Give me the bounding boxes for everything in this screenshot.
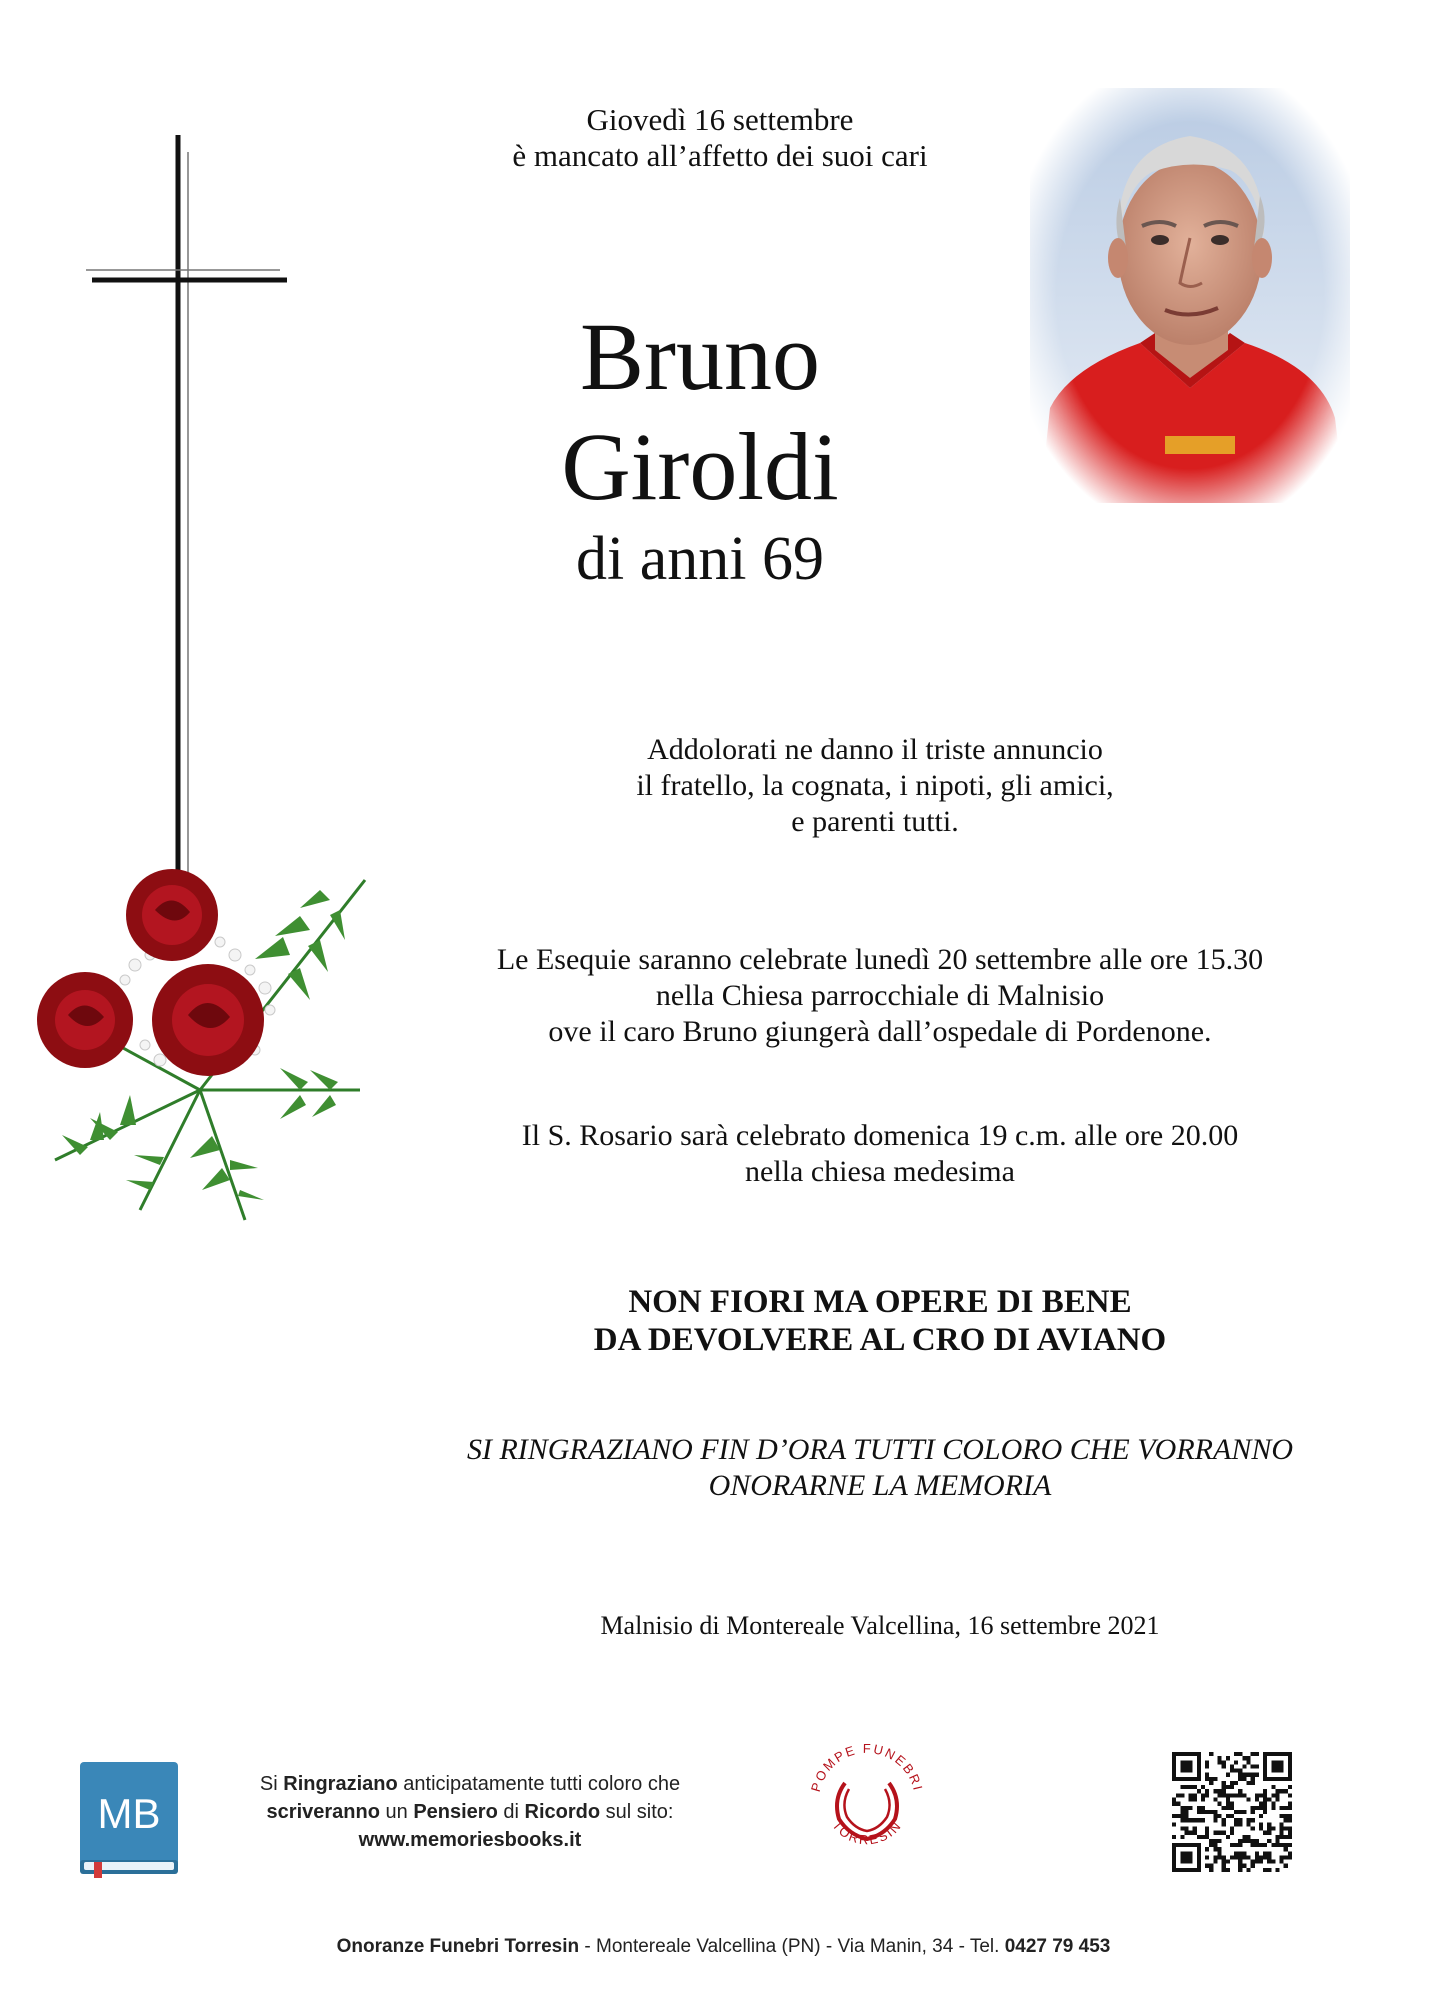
memoriesbooks-line-2: scriveranno un Pensiero di Ricordo sul sito: (266, 1801, 674, 1823)
pompe-funebri-logo (805, 1735, 929, 1870)
memoriesbooks-site-link[interactable]: www.memoriesbooks.it (358, 1829, 582, 1851)
cross-icon (80, 130, 300, 890)
deceased-photo (1030, 88, 1350, 503)
roses-bouquet-icon (30, 860, 380, 1240)
rosary-line: nella chiesa medesima (745, 1155, 1015, 1188)
footer-phone: 0427 79 453 (1004, 1936, 1111, 1957)
svg-text:POMPE FUNEBRI (808, 1741, 926, 1793)
svg-text:TORRESIN (829, 1818, 904, 1848)
thanks-line: ONORARNE LA MEMORIA (708, 1469, 1052, 1502)
thanks-line: SI RINGRAZIANO FIN D’ORA TUTTI COLORO CHE VORRANNO (466, 1433, 1294, 1466)
funeral-line: nella Chiesa parrocchiale di Malnisio (655, 979, 1105, 1012)
appeal-line: NON FIORI MA OPERE DI BENE (628, 1284, 1132, 1320)
deceased-last-name: Giroldi (561, 413, 839, 520)
memoriesbooks-line-1: Si Ringraziano anticipatamente tutti coloro che (259, 1773, 681, 1795)
announcement-line: il fratello, la cognata, i nipoti, gli amici, (636, 769, 1114, 802)
pompe-funebri-top-text: POMPE FUNEBRI (807, 1740, 927, 1794)
footer-address: - Montereale Valcellina (PN) - Via Manin, 34 - Tel. (579, 1936, 1005, 1957)
intro-date: Giovedì 16 settembre (586, 102, 854, 137)
memoriesbooks-message (210, 1770, 730, 1854)
footer-contact (0, 1935, 1447, 1959)
announcement-line: Addolorati ne danno il triste annuncio (647, 733, 1103, 766)
footer-company: Onoranze Funebri Torresin (336, 1936, 580, 1957)
memoriesbooks-logo-text: MB (97, 1790, 161, 1837)
thanks-note (400, 1432, 1360, 1504)
qr-code-icon[interactable] (1172, 1752, 1292, 1872)
deceased-first-name: Bruno (580, 303, 820, 410)
rosary-line: Il S. Rosario sarà celebrato domenica 19 c.m. alle ore 20.00 (521, 1119, 1239, 1152)
funeral-info (440, 942, 1320, 1050)
place-date: Malnisio di Montereale Valcellina, 16 settembre 2021 (600, 1611, 1160, 1640)
pompe-funebri-bottom-text: TORRESIN (829, 1817, 905, 1848)
intro-text (440, 102, 1000, 174)
funeral-line: Le Esequie saranno celebrate lunedì 20 settembre alle ore 15.30 (496, 943, 1264, 976)
memoriesbooks-logo (80, 1762, 180, 1878)
deceased-age: di anni 69 (576, 525, 824, 593)
intro-phrase: è mancato all’affetto dei suoi cari (512, 138, 928, 173)
announcement-text (560, 732, 1190, 840)
announcement-line: e parenti tutti. (791, 805, 959, 838)
funeral-line: ove il caro Bruno giungerà dall’ospedale di Pordenone. (548, 1015, 1212, 1048)
appeal-line: DA DEVOLVERE AL CRO DI AVIANO (593, 1322, 1167, 1358)
rosary-info (440, 1118, 1320, 1190)
donation-appeal (440, 1283, 1320, 1359)
